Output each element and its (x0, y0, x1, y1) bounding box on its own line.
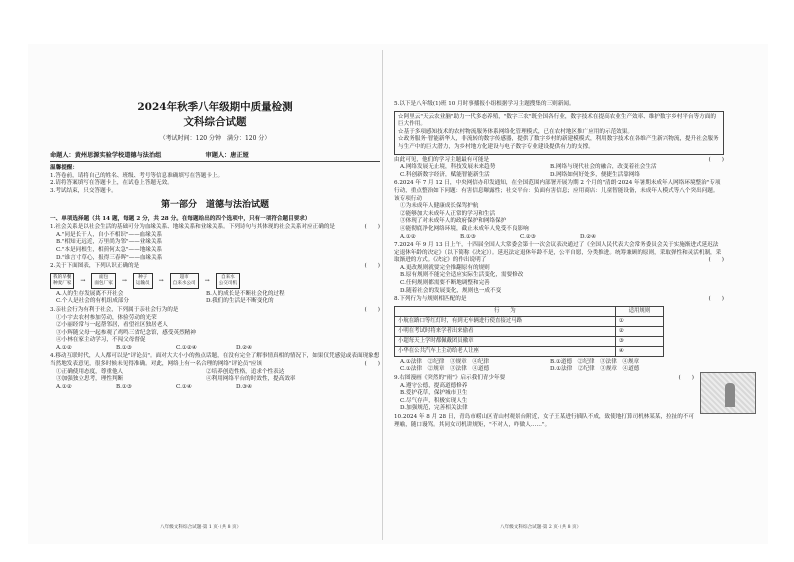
option: B.①③ (460, 233, 476, 240)
answer-paren: ( ) (364, 224, 380, 231)
question-7 (394, 242, 724, 265)
page-footer-right: 八年级文科综合试题·第 2 页·（共 8 页） (500, 525, 582, 530)
option: B."相知无远近，万里尚为邻"——业缘关系 (56, 239, 163, 246)
option: A."同是长干人，自小不相识"——血缘关系 (56, 231, 163, 238)
option: B.①③ (116, 344, 132, 351)
diagram-box: 我的早餐 种麦厂家 (50, 273, 74, 289)
notice-item: 1.答卷前，请将自己的姓名、班级、考号等信息准确填写在答题卡上。 (50, 172, 224, 179)
answer-paren: ( ) (364, 361, 380, 368)
left-page (50, 56, 380, 391)
option-row (50, 384, 380, 392)
option: B.网络与现代社会的融合，改变着社会生活 (550, 164, 657, 171)
table-row: 小航在路口等红灯时，有到无车辆进行使直接过马路 ① (395, 316, 664, 326)
option: D.②④ (580, 233, 597, 240)
arrow-icon: → (121, 276, 127, 284)
option: B.①③ (116, 383, 132, 390)
statement: ④利用网络平台的时效性，提高效率 (206, 376, 296, 383)
option: A.网络发展无止境，科技发展未来趋势 (400, 164, 496, 171)
reviewer: 审题人：唐正娅 (205, 151, 249, 159)
question-5: 5.以下是八年级(1)班 10 月时事播报小组根据学习主题搜集的三则新闻。 (394, 101, 575, 107)
table-header: 适用规则 (615, 306, 663, 316)
question-4 (50, 353, 380, 368)
answer-paren: ( ) (708, 257, 724, 264)
question-text: 9.右图漫画《突然的"雨"》启示我们青少年要 (394, 375, 506, 382)
option: A.人的生存发展离不开社会 (56, 290, 124, 297)
answer-paren: ( ) (364, 263, 380, 270)
q2-diagram (50, 273, 380, 289)
option: D.我们的生活是不断变化的 (206, 298, 274, 305)
right-page (394, 100, 724, 429)
arrow-icon: → (80, 276, 86, 284)
figure-shape (725, 383, 735, 407)
news-item: ☆政务服务·智能新华人，非流转的数字传感器，提供了数字乡村的新建模模式，利用数字技术在各维产生新兴物流，提升社会服务与生产中的巨大潜力，为乡村地方化建设与电子数字专业建设提供有力的支撑。 (398, 136, 719, 150)
statement: ④小林在家主动学习，不闯父母督促 (56, 337, 146, 344)
option-row (394, 366, 724, 374)
author-line (50, 152, 380, 163)
question-10: 10.2024 年 8 月 28 日，青岛市崂山区青山村观景台附近，女子王某进行插队不成，致使地打算司机林某某，拉扯的不可理喻，随口谩骂。其同女司机讲规矩，"不对人，咋做人……"。 (394, 414, 695, 428)
option: B.原有规则不能完全适应实际生活变化，需要修改 (400, 272, 524, 279)
answer-paren: ( ) (708, 156, 724, 163)
statement: ③加强独立思考，理性判断 (56, 376, 124, 383)
question-8 (394, 296, 724, 304)
option: C.个人是社会的有机组成部分 (56, 298, 129, 305)
exam-subtitle: 文科综合试题 (183, 116, 247, 128)
question-text: 由此可见，他们的学习主题最有可能是 (394, 156, 490, 163)
option: D.②④ (236, 344, 253, 351)
option: C.①②④ (176, 344, 197, 351)
option: A.①② (56, 383, 72, 390)
question-2 (50, 263, 380, 271)
table-row: 小华在公共汽车上主动给老人让座 ④ (395, 346, 664, 356)
option: D.加强规范，完善相关法律 (400, 405, 468, 412)
statement: ②培养创造性格，追求个性表达 (206, 368, 285, 375)
table-header: 行 为 (395, 306, 616, 316)
statement: ①正确使用态度，尊重他人 (56, 368, 124, 375)
option: A.遵守公德，提高道德修养 (400, 382, 468, 389)
table-row: 小超每天上学时都佩戴团员徽章 ③ (395, 336, 664, 346)
arrow-icon: → (158, 276, 164, 284)
option: A.①② (400, 233, 416, 240)
statement: ①为未成年人健康成长保驾护航 (400, 203, 479, 210)
option: B.①道德 ②纪律 ③法律 ④规章 (550, 358, 640, 365)
section-title: 一、单项选择题（共 14 题，每题 2 分，共 28 分。在每题给出的四个选项中，只有一项符合题目要求） (50, 215, 311, 222)
option: D.③④ (236, 383, 253, 390)
arrow-icon: → (204, 276, 210, 284)
notice-item: 2.请将答案填写在答题卡上，在试卷上答题无效。 (50, 180, 173, 187)
option: C.任何规则都需要不断地调整和完善 (400, 280, 490, 287)
question-6: 6.2024 年 7 月 12 日，中央网信办印发通知，在全国范围内部署开展为期 2 个月的"清朗·2024 年暑期未成年人网络环境整治"专项行动，重点整治如下问题：有害信息曝露性；社交平台：负面有害信息；应用商店：儿童智能设备，未成年人模式等八个突出问题。该专项行动 (394, 180, 721, 202)
statement: ②能够加大未成年人正常的学习和生活 (400, 210, 496, 217)
diagram-box: 种子 运输员 (133, 273, 153, 289)
option-row (394, 164, 724, 172)
question-1 (50, 224, 380, 232)
page-fold (382, 50, 383, 540)
cartoon-image (700, 372, 756, 414)
statement: ③体现了对未成年人的政府保护和网络保护 (400, 218, 507, 225)
question-3 (50, 307, 380, 315)
question-9 (394, 375, 694, 383)
answer-paren: ( ) (364, 306, 380, 313)
answer-paren: ( ) (678, 375, 694, 382)
question-text: 8.下列行为与规则相匹配的是 (394, 296, 467, 303)
statement: ②小丽经常与一起帮邻居，看望社区独居老人 (56, 322, 168, 329)
option: C.科创新数字经济，赋能智能新生活 (400, 171, 490, 178)
option-row (394, 172, 724, 180)
news-item: ☆基于多项感知技术的农村物流服务体系网络化管理模式，已在农村地区推广应用的示范效果。 (398, 128, 633, 135)
statement-row (50, 376, 380, 384)
option: C.①法律 ②规章 ③法律 ④道德 (400, 366, 490, 373)
option: A.①法律 ②纪律 ③规章 ④纪律 (400, 358, 490, 365)
table-row: 小明在考试时将来学者出来偷看 ② (395, 326, 664, 336)
option: B.人的成长是不断社会化的过程 (206, 290, 285, 297)
news-box (394, 111, 724, 155)
diagram-box: 面包 面包厂家 (91, 273, 115, 289)
exam-time: （考试时间：120 分钟 满分：120 分） (159, 135, 271, 142)
option: D.网络如何好处多，便捷生活靠网络 (550, 171, 640, 178)
news-item: ☆阿里云"天云农业脑"助力一代多态养殖，"数字三农"既全国各行业，数字技术在提高农业生产效率、维护数字乡村平台等方面的巨大作用。 (398, 113, 716, 128)
diagram-box: 自来水 公交司机 (216, 273, 240, 289)
notice-title: 温馨提醒： (50, 165, 78, 172)
author: 命题人：黄州思源实验学校道德与法治组 (50, 151, 162, 159)
option: C.尽气存声，积极实现人生 (400, 397, 468, 404)
statement: ④能彻底净化网络环境，截止未成年人免受不良影响 (400, 225, 529, 232)
question-text: 2.关于下面图表，下列认识正确的是 (50, 263, 140, 270)
exam-title: 2024年秋季八年级期中质量检测 (137, 101, 293, 113)
question-text: 1.社会关系是以社会生活的基础可分为血缘关系、地缘关系和业缘关系。下列诗句与其体现的社会关系对应正确的是 (50, 224, 336, 231)
option: A.更改规则就要完全推翻原有的规则 (400, 264, 490, 271)
option: D.①法律 ②纪律 ③规章 ④道德 (550, 366, 640, 373)
page-footer-left: 八年级文科综合试题·第 1 页·（共 8 页） (160, 525, 242, 530)
option-row (50, 298, 380, 306)
option-row (50, 345, 380, 353)
option: C.②③ (520, 233, 536, 240)
question-text: 4.移动互联时代，人人都可以是"评论员"。面对大大小小的热点话题，在没有完全了解事情真相的情况下，如果仅凭感觉或表面现象想当然地发表意见，很多时候未见得准确。对此，网络上有一名合理的网络"评论员"应该 (50, 353, 380, 368)
option: D.随着社会的发展变化，规则也一成不变 (400, 287, 502, 294)
question-text: 3.亲社会行为有利于社会，下列属于亲社会行为的是 (50, 306, 179, 313)
option: C.①④ (176, 383, 192, 390)
part-title: 第一部分 道德与法治试题 (160, 199, 269, 210)
option-row (394, 234, 724, 242)
question-text: 7.2024 年 9 月 13 日上午，十四届全国人大常委会第十一次会议表决通过了《全国人民代表大会常务委员会关于实施渐进式延迟法定退休年龄的决定》（以下简称《决定》）。延迟法定退休年龄不是，公平自愿，分类推进。统筹兼顾的原则，采取弹性和灵活机制，采取渐进的方式。《决定》的作出说明了 (394, 242, 722, 264)
answer-paren: ( ) (708, 296, 724, 303)
option: A.①② (56, 344, 72, 351)
option: B.爱护花草，保护城市卫生 (400, 390, 468, 397)
option: D."谁言寸草心，报得三春晖"——血缘关系 (56, 254, 163, 261)
option: C."本是同根生，相煎何太急"——地缘关系 (56, 246, 163, 253)
notice-item: 3.考试结束，只交答题卡。 (50, 187, 117, 194)
statement: ①小宇去农村参加劳动，体验劳动的光荣 (56, 314, 157, 321)
q8-table (394, 306, 664, 357)
statement: ③小辉随父母一起参观了鸡鸣三省纪念馆，感受英烈精神 (56, 329, 196, 336)
diagram-box: 超市 自来水公司 (170, 273, 199, 289)
